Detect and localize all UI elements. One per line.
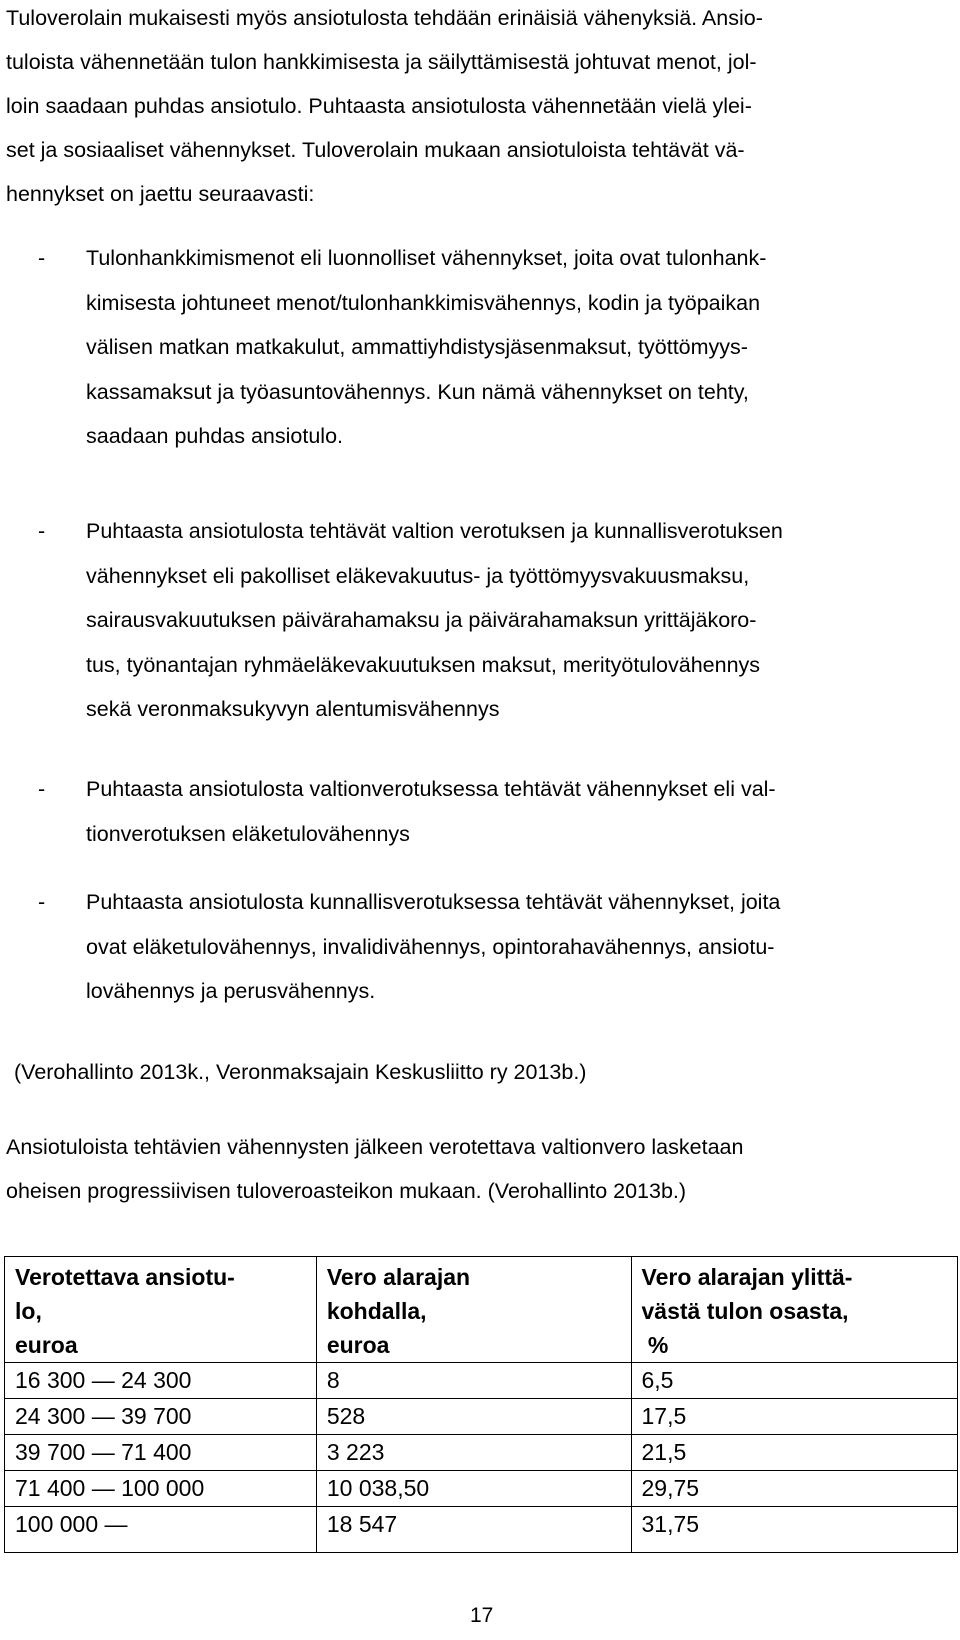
text-line: Tuloverolain mukaisesti myös ansiotulosta tehdään erinäisiä vähenyksiä. Ansio- [6, 6, 763, 30]
text-line: sekä veronmaksukyvyn alentumisvähennys [86, 697, 500, 721]
table-row [5, 1435, 958, 1471]
text-line: tuloista vähennetään tulon hankkimisesta ja säilyttämisestä johtuvat menot, jol- [6, 50, 757, 74]
table-row [5, 1363, 958, 1399]
text-line: kassamaksut ja työasuntovähennys. Kun nämä vähennykset on tehty, [86, 379, 749, 404]
text-line: Puhtaasta ansiotulosta tehtävät valtion verotuksen ja kunnallisverotuksen [86, 519, 783, 543]
text-line: set ja sosiaaliset vähennykset. Tuloverolain mukaan ansiotuloista tehtävät vä- [6, 138, 745, 162]
cell-income-range: 24 300 — 39 700 [5, 1399, 317, 1435]
header-taxable-income: Verotettava ansiotu- lo, euroa [5, 1257, 317, 1363]
text-line: sairausvakuutuksen päivärahamaksu ja päivärahamaksun yrittäjäkoro- [86, 608, 757, 632]
cell-tax-at-limit: 3 223 [316, 1435, 631, 1471]
cell-rate: 29,75 [631, 1471, 958, 1507]
list-dash: - [38, 777, 46, 801]
text-line: tionverotuksen eläketulovähennys [86, 821, 410, 846]
text-line: hennykset on jaettu seuraavasti: [6, 182, 315, 206]
cell-income-range: 16 300 — 24 300 [5, 1363, 317, 1399]
table-row [5, 1507, 958, 1553]
table-intro-paragraph [6, 1125, 948, 1213]
cell-tax-at-limit: 10 038,50 [316, 1471, 631, 1507]
tax-scale-table [4, 1256, 958, 1553]
text-line: välisen matkan matkakulut, ammattiyhdistysjäsenmaksut, työttömyys- [86, 335, 748, 359]
list-dash: - [38, 890, 46, 914]
text-line: loin saadaan puhdas ansiotulo. Puhtaasta ansiotulosta vähennetään vielä ylei- [6, 94, 752, 118]
table-header-row [5, 1257, 958, 1363]
header-tax-at-lower-limit: Vero alarajan kohdalla, euroa [316, 1257, 631, 1363]
cell-tax-at-limit: 528 [316, 1399, 631, 1435]
text-line: Puhtaasta ansiotulosta valtionverotuksessa tehtävät vähennykset eli val- [86, 777, 776, 801]
cell-income-range: 39 700 — 71 400 [5, 1435, 317, 1471]
header-marginal-rate: Vero alarajan ylittä- västä tulon osasta, % [631, 1257, 958, 1363]
cell-tax-at-limit: 18 547 [316, 1507, 631, 1553]
cell-rate: 31,75 [631, 1507, 958, 1553]
text-line: Tulonhankkimismenot eli luonnolliset vähennykset, joita ovat tulonhank- [86, 246, 767, 270]
text-line: oheisen progressiivisen tuloveroasteikon mukaan. (Verohallinto 2013b.) [6, 1179, 687, 1203]
text-line: lovähennys ja perusvähennys. [86, 979, 376, 1003]
list-dash: - [38, 246, 46, 270]
cell-income-range: 71 400 — 100 000 [5, 1471, 317, 1507]
cell-income-range: 100 000 — [5, 1507, 317, 1553]
cell-rate: 17,5 [631, 1399, 958, 1435]
cell-rate: 21,5 [631, 1435, 958, 1471]
text-line: tus, työnantajan ryhmäeläkevakuutuksen maksut, merityötulovähennys [86, 652, 761, 677]
cell-tax-at-limit: 8 [316, 1363, 631, 1399]
text-line: saadaan puhdas ansiotulo. [86, 424, 344, 448]
text-line: kimisesta johtuneet menot/tulonhankkimisvähennys, kodin ja työpaikan [86, 290, 761, 315]
text-line: ovat eläketulovähennys, invalidivähennys, opintorahavähennys, ansiotu- [86, 934, 775, 959]
source-reference: (Verohallinto 2013k., Veronmaksajain Keskusliitto ry 2013b.) [14, 1060, 587, 1084]
cell-rate: 6,5 [631, 1363, 958, 1399]
text-line: vähennykset eli pakolliset eläkevakuutus- ja työttömyysvakuusmaksu, [86, 563, 750, 588]
table-row [5, 1471, 958, 1507]
list-dash: - [38, 519, 46, 543]
table-row [5, 1399, 958, 1435]
intro-paragraph [6, 0, 948, 216]
text-line: Ansiotuloista tehtävien vähennysten jälkeen verotettava valtionvero lasketaan [6, 1135, 744, 1159]
text-line: Puhtaasta ansiotulosta kunnallisverotuksessa tehtävät vähennykset, joita [86, 890, 781, 914]
page-number: 17 [470, 1604, 494, 1627]
